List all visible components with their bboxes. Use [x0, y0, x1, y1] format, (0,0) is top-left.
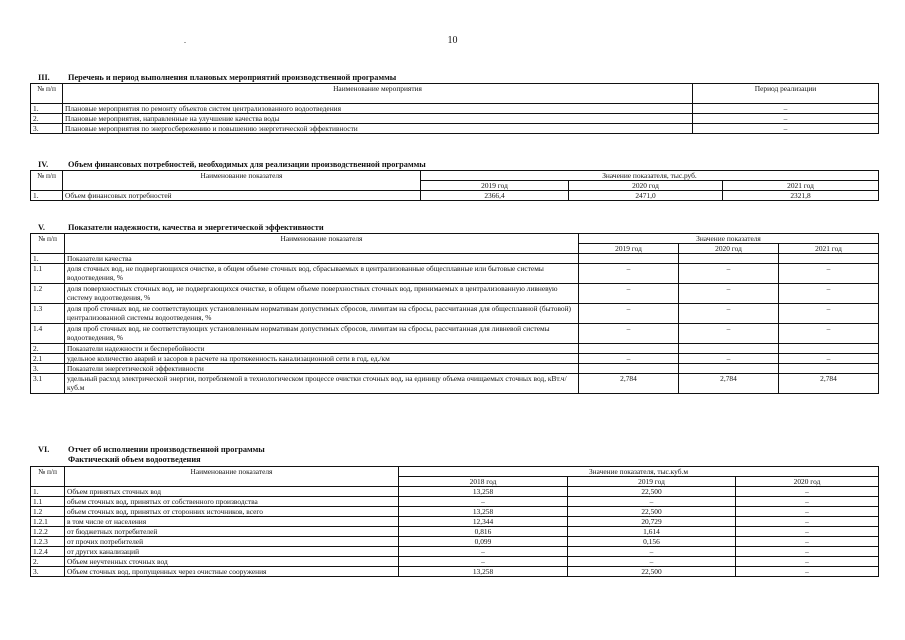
value-2019: 22,500 [568, 487, 736, 497]
row-name: Плановые мероприятия по энергосбережению и повышению энергетической эффективности [63, 124, 693, 134]
section-number: IV. [38, 160, 49, 169]
table-row [31, 547, 879, 557]
table-row [31, 537, 879, 547]
row-name: Показатели качества [65, 254, 579, 264]
row-name: Объем финансовых потребностей [63, 191, 421, 201]
value-2019: – [568, 557, 736, 567]
s3-col-period: Период реализации [693, 84, 879, 104]
value-2020: – [736, 547, 879, 557]
row-number: 1. [31, 104, 63, 114]
section-6-heading [38, 445, 265, 454]
year-2020: 2020 год [679, 244, 779, 254]
value-2021: – [779, 354, 879, 364]
value-2020: – [679, 264, 779, 284]
year-2019: 2019 год [421, 181, 569, 191]
table-row [31, 124, 879, 134]
value-2020: – [679, 324, 779, 344]
row-number: 1.3 [31, 304, 65, 324]
table-row [31, 304, 879, 324]
row-name: доля проб сточных вод, не соответствующих установленным нормативам допустимых сбросов, лимитам на сбросы, рассчитанная для общесплавной (бытовой) централизованной системы водоотведения, % [65, 304, 579, 324]
year-2020: 2020 год [569, 181, 723, 191]
value-2020: – [736, 567, 879, 577]
value-2020: – [736, 497, 879, 507]
row-name: от других канализаций [65, 547, 399, 557]
value-2020: – [736, 527, 879, 537]
value-2019: – [579, 324, 679, 344]
value-2018: – [399, 547, 568, 557]
value-2020: 2471,0 [569, 191, 723, 201]
table-row [31, 324, 879, 344]
row-name: объем сточных вод, принятых от сторонних источников, всего [65, 507, 399, 517]
value-2019: – [568, 497, 736, 507]
s5-col-num: № п/п [31, 234, 65, 254]
value-2020 [679, 254, 779, 264]
year-2019: 2019 год [568, 477, 736, 487]
value-2019: 20,729 [568, 517, 736, 527]
s5-col-value: Значение показателя [579, 234, 879, 244]
row-period: – [693, 114, 879, 124]
row-name: в том числе от населения [65, 517, 399, 527]
value-2019: 1,614 [568, 527, 736, 537]
row-number: 1.2.1 [31, 517, 65, 527]
value-2019: – [579, 264, 679, 284]
row-name: Объем сточных вод, пропущенных через очистные сооружения [65, 567, 399, 577]
value-2021 [779, 254, 879, 264]
row-number: 1. [31, 254, 65, 264]
value-2020 [679, 364, 779, 374]
s4-col-name: Наименование показателя [63, 171, 421, 191]
row-number: 1.2 [31, 284, 65, 304]
table-row [31, 191, 879, 201]
row-name: Плановые мероприятия по ремонту объектов систем централизованного водоотведения [63, 104, 693, 114]
row-number: 2. [31, 114, 63, 124]
table-row [31, 567, 879, 577]
section-title: Объем финансовых потребностей, необходимых для реализации производственной программы [68, 160, 426, 169]
table-row [31, 264, 879, 284]
value-2020: – [736, 537, 879, 547]
value-2019: 22,500 [568, 507, 736, 517]
section-4-heading [38, 160, 426, 169]
s6-header-row [31, 467, 879, 477]
s6-col-num: № п/п [31, 467, 65, 487]
year-2020: 2020 год [736, 477, 879, 487]
section-number: III. [38, 73, 50, 82]
value-2021: 2,784 [779, 374, 879, 394]
row-name: доля сточных вод, не подвергающихся очистке, в общем объеме сточных вод, сбрасываемых в централизованные общесплавные или бытовые системы водоотведения, % [65, 264, 579, 284]
row-number: 1.1 [31, 497, 65, 507]
table-row [31, 517, 879, 527]
s3-table [30, 83, 879, 134]
row-period: – [693, 124, 879, 134]
value-2020: – [736, 487, 879, 497]
table-row [31, 527, 879, 537]
row-name: объем сточных вод, принятых от собственного производства [65, 497, 399, 507]
s6-col-name: Наименование показателя [65, 467, 399, 487]
value-2019: – [568, 547, 736, 557]
section-3-heading [38, 73, 396, 82]
value-2018: 13,258 [399, 487, 568, 497]
row-name: Объем неучтенных сточных вод [65, 557, 399, 567]
value-2018: 0,816 [399, 527, 568, 537]
row-number: 1.1 [31, 264, 65, 284]
row-number: 2.1 [31, 354, 65, 364]
section-number: VI. [38, 445, 50, 454]
value-2020: 2,784 [679, 374, 779, 394]
value-2019: 2,784 [579, 374, 679, 394]
value-2020: – [736, 507, 879, 517]
s5-col-name: Наименование показателя [65, 234, 579, 254]
value-2020: – [736, 557, 879, 567]
table-row [31, 557, 879, 567]
table-row [31, 104, 879, 114]
value-2018: – [399, 497, 568, 507]
table-row [31, 364, 879, 374]
value-2018: 13,258 [399, 567, 568, 577]
value-2020: – [679, 284, 779, 304]
table-row [31, 354, 879, 364]
row-name: Объем принятых сточных вод [65, 487, 399, 497]
value-2019: 0,156 [568, 537, 736, 547]
section-title: Перечень и период выполнения плановых мероприятий производственной программы [68, 73, 397, 82]
value-2018: 12,344 [399, 517, 568, 527]
year-2018: 2018 год [399, 477, 568, 487]
s4-col-num: № п/п [31, 171, 63, 191]
row-number: 3. [31, 567, 65, 577]
s3-header-row [31, 84, 879, 104]
table-row [31, 284, 879, 304]
value-2018: 0,099 [399, 537, 568, 547]
section-6-subtitle: Фактический объем водоотведения [68, 455, 201, 464]
table-row [31, 114, 879, 124]
value-2018: – [399, 557, 568, 567]
value-2021: – [779, 304, 879, 324]
row-name: Показатели энергетической эффективности [65, 364, 579, 374]
value-2019: – [579, 304, 679, 324]
row-name: доля поверхностных сточных вод, не подвергающихся очистке, в общем объеме поверхностных сточных вод, принимаемых в централизованную ливневую систему водоотведения, % [65, 284, 579, 304]
value-2021 [779, 364, 879, 374]
value-2019 [579, 364, 679, 374]
row-name: доля проб сточных вод, не соответствующих установленным нормативам допустимых сбросов, лимитам на сбросы, рассчитанная для ливневой системы водоотведения, % [65, 324, 579, 344]
row-name: удельное количество аварий и засоров в расчете на протяженность канализационной сети в год, ед./км [65, 354, 579, 364]
s6-table [30, 466, 879, 577]
page-number: 10 [447, 35, 458, 46]
s3-col-name: Наименование мероприятия [63, 84, 693, 104]
row-number: 1.2.2 [31, 527, 65, 537]
value-2019 [579, 344, 679, 354]
s5-table [30, 233, 879, 394]
row-name: Показатели надежности и бесперебойности [65, 344, 579, 354]
value-2020 [679, 344, 779, 354]
row-number: 3. [31, 124, 63, 134]
year-2019: 2019 год [579, 244, 679, 254]
table-row [31, 507, 879, 517]
section-5-heading [38, 223, 324, 232]
value-2020: – [679, 304, 779, 324]
s6-col-value: Значение показателя, тыс.куб.м [399, 467, 879, 477]
row-period: – [693, 104, 879, 114]
table-row [31, 497, 879, 507]
row-name: удельный расход электрической энергии, потребляемой в технологическом процессе очистки сточных вод, на единицу объема очищаемых сточных вод, кВт.ч/куб.м [65, 374, 579, 394]
value-2019 [579, 254, 679, 264]
row-name: Плановые мероприятия, направленные на улучшение качества воды [63, 114, 693, 124]
year-2021: 2021 год [779, 244, 879, 254]
value-2019: – [579, 284, 679, 304]
row-number: 3.1 [31, 374, 65, 394]
row-number: 1. [31, 191, 63, 201]
value-2020: – [679, 354, 779, 364]
row-number: 1.2 [31, 507, 65, 517]
s4-table [30, 170, 879, 201]
table-row [31, 254, 879, 264]
section-title: Отчет об исполнении производственной программы [68, 445, 265, 454]
table-row [31, 344, 879, 354]
s4-col-value: Значение показателя, тыс.руб. [421, 171, 879, 181]
s5-header-row [31, 234, 879, 244]
row-number: 1.2.3 [31, 537, 65, 547]
value-2020: – [736, 517, 879, 527]
row-name: от прочих потребителей [65, 537, 399, 547]
value-2021: – [779, 324, 879, 344]
value-2021: – [779, 264, 879, 284]
row-number: 2. [31, 557, 65, 567]
stray-dot: . [184, 36, 186, 45]
row-number: 1.2.4 [31, 547, 65, 557]
section-number: V. [38, 223, 45, 232]
section-title: Показатели надежности, качества и энергетической эффективности [68, 223, 324, 232]
row-name: от бюджетных потребителей [65, 527, 399, 537]
row-number: 1.4 [31, 324, 65, 344]
s3-col-num: № п/п [31, 84, 63, 104]
year-2021: 2021 год [723, 181, 879, 191]
value-2021: – [779, 284, 879, 304]
value-2021 [779, 344, 879, 354]
table-row [31, 487, 879, 497]
row-number: 1. [31, 487, 65, 497]
value-2019: 22,500 [568, 567, 736, 577]
s4-header-row [31, 171, 879, 181]
value-2019: – [579, 354, 679, 364]
row-number: 2. [31, 344, 65, 354]
row-number: 3. [31, 364, 65, 374]
value-2021: 2321,8 [723, 191, 879, 201]
value-2018: 13,258 [399, 507, 568, 517]
value-2019: 2366,4 [421, 191, 569, 201]
table-row [31, 374, 879, 394]
